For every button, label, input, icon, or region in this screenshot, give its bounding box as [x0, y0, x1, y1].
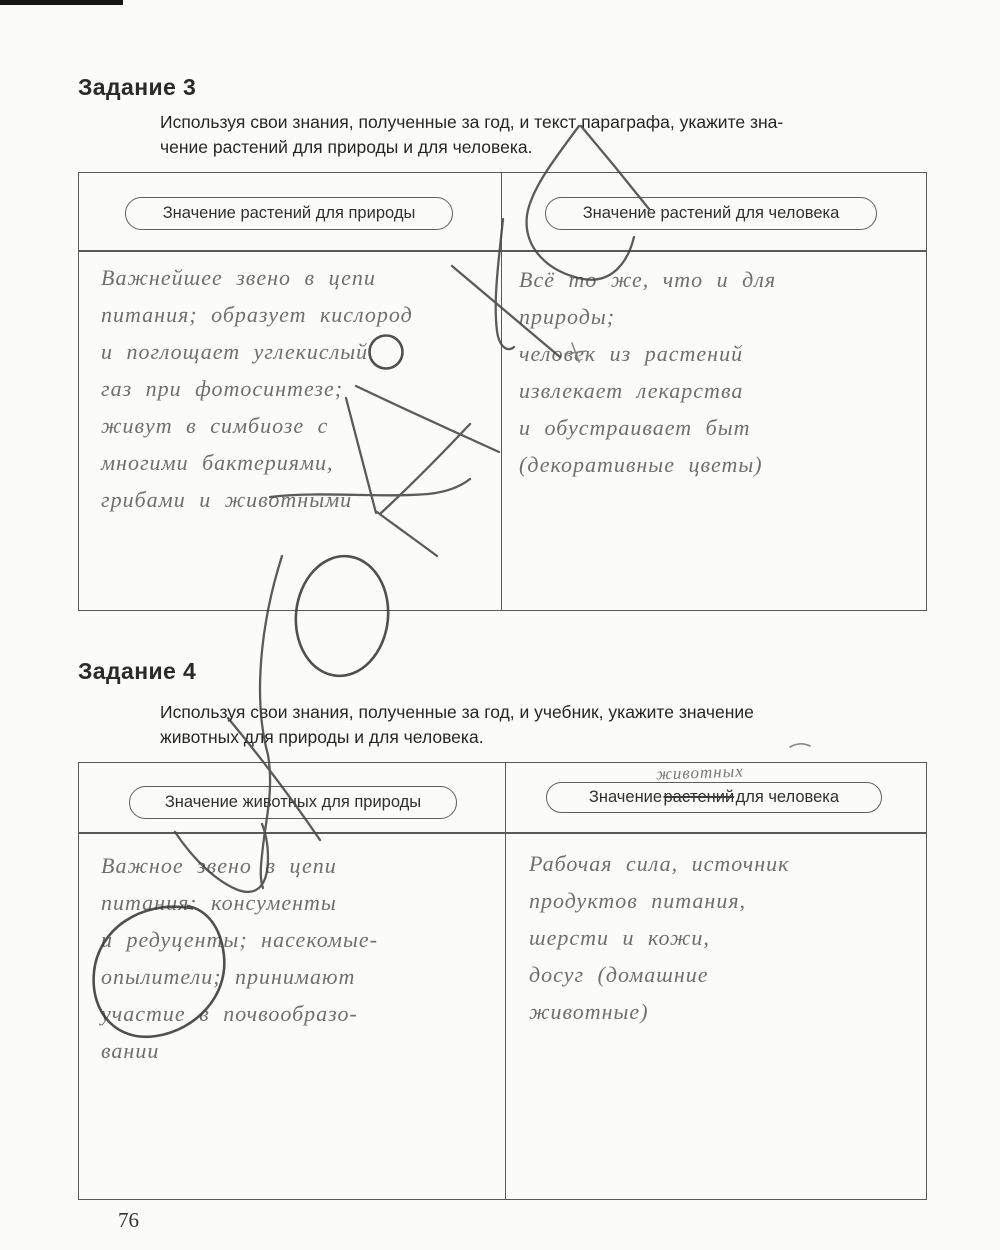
- text-line: опылители; принимают: [101, 964, 356, 989]
- text-line: питания: консументы: [101, 890, 337, 915]
- task3-table: [78, 172, 927, 611]
- task4-left-header-pill: Значение животных для природы: [129, 786, 457, 819]
- task3-right-answer: [519, 261, 776, 483]
- text-line: Используя свои знания, полученные за год, и учебник, укажите значение: [160, 702, 754, 722]
- text-line: питания; образует кислород: [101, 302, 413, 327]
- text-line: продуктов питания,: [529, 888, 747, 913]
- task4-right-header-pill: [546, 782, 882, 813]
- task4-right-answer: [529, 845, 789, 1030]
- task4-right-header-suffix: для человека: [735, 788, 840, 806]
- scan-artifact-bar: [0, 0, 123, 5]
- text-line: Важнейшее звено в цепи: [101, 265, 376, 290]
- text-line: вании: [101, 1038, 160, 1063]
- text-line: Важное звено в цепи: [101, 853, 337, 878]
- text-line: и обустраивает быт: [519, 415, 751, 440]
- text-line: досуг (домашние: [529, 962, 709, 987]
- text-line: природы;: [519, 304, 616, 329]
- text-line: и поглощает углекислый: [101, 339, 369, 364]
- text-line: живут в симбиозе с: [101, 413, 329, 438]
- task3-table-header-separator: [79, 250, 926, 252]
- task3-left-answer: [101, 259, 413, 518]
- text-line: газ при фотосинтезе;: [101, 376, 344, 401]
- page-number: 76: [118, 1208, 139, 1232]
- task3-instruction: [160, 110, 900, 160]
- text-line: Рабочая сила, источник: [529, 851, 790, 876]
- text-line: Всё то же, что и для: [519, 267, 777, 292]
- task4-right-header-struck-word: растений: [663, 788, 735, 806]
- task4-instruction: [160, 700, 900, 750]
- task4-header-handwritten-correction: животных: [655, 761, 745, 784]
- text-line: многими бактериями,: [101, 450, 334, 475]
- text-line: и редуценты; насекомые-: [101, 927, 378, 952]
- text-line: (декоративные цветы): [519, 452, 763, 477]
- text-line: Используя свои знания, полученные за год, и текст параграфа, укажите зна-: [160, 112, 784, 132]
- task4-table-column-divider: [505, 763, 506, 1199]
- text-line: грибами и животными: [101, 487, 353, 512]
- task4-table: [78, 762, 927, 1200]
- text-line: шерсти и кожи,: [529, 925, 710, 950]
- task3-left-header-pill: Значение растений для природы: [125, 197, 453, 230]
- text-line: извлекает лекарства: [519, 378, 744, 403]
- text-line: животных для природы и для человека.: [160, 727, 484, 747]
- task3-table-column-divider: [501, 173, 502, 610]
- text-line: человек из растений: [519, 341, 744, 366]
- task4-right-header-prefix: Значение: [588, 788, 663, 806]
- task4-title: Задание 4: [78, 658, 197, 684]
- task3-right-header-pill: Значение растений для человека: [545, 197, 877, 230]
- text-line: чение растений для природы и для человека.: [160, 137, 533, 157]
- task3-title: Задание 3: [78, 74, 197, 100]
- text-line: животные): [529, 999, 649, 1024]
- task4-table-header-separator: [79, 832, 926, 834]
- text-line: участие в почвообразо-: [101, 1001, 358, 1026]
- task4-left-answer: [101, 847, 378, 1069]
